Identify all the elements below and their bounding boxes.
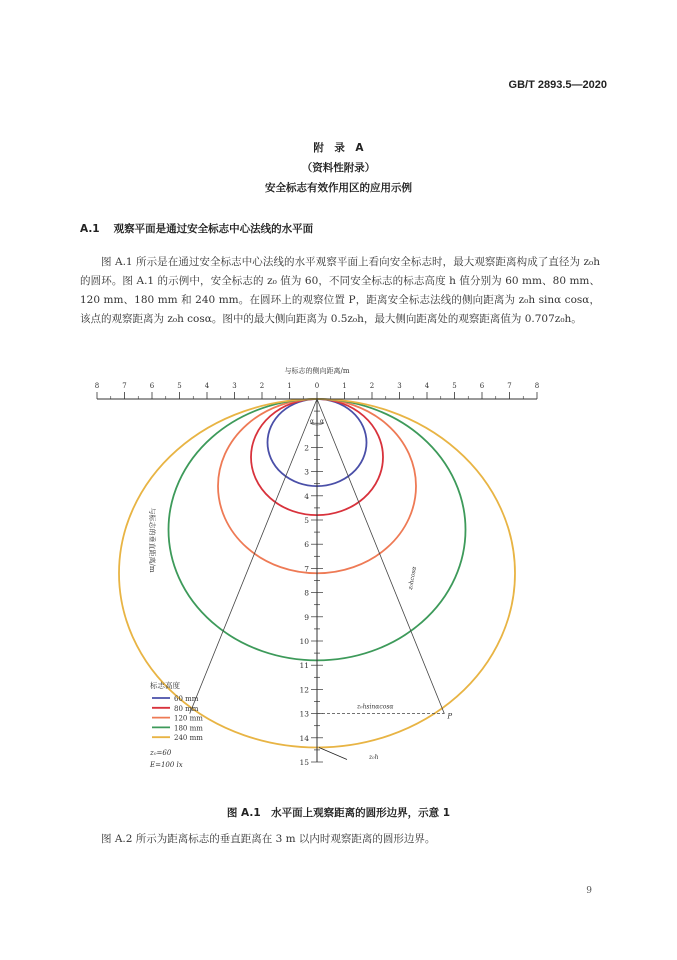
x-tick-label: 4 <box>204 382 210 390</box>
annex-name: 安全标志有效作用区的应用示例 <box>265 182 412 194</box>
sincos-label: z₀hsinαcosα <box>357 703 394 711</box>
y-tick-label: 7 <box>304 564 309 574</box>
legend-title: 标志高度 <box>150 681 180 690</box>
y-tick-label: 14 <box>299 733 309 743</box>
legend-label: 80 mm <box>174 704 199 713</box>
x-tick-label: 7 <box>122 382 127 390</box>
z0h-label: z₀h <box>369 754 379 761</box>
annex-type: （资料性附录） <box>301 162 376 174</box>
point-p-label: P <box>447 712 453 721</box>
y-tick-label: 13 <box>299 709 309 719</box>
x-axis-label: 与标志的侧向距离/m <box>284 367 350 375</box>
x-tick-label: 3 <box>232 382 237 390</box>
footer-paragraph: 图 A.2 所示为距离标志的垂直距离在 3 m 以内时观察距离的圆形边界。 <box>101 833 436 845</box>
y-tick-label: 2 <box>304 443 309 453</box>
x-tick-label: 7 <box>507 382 512 390</box>
y-tick-label: 6 <box>304 540 309 550</box>
x-tick-label: 8 <box>534 382 540 390</box>
z0h-pointer <box>319 747 347 759</box>
x-tick-label: 5 <box>452 382 457 390</box>
x-tick-label: 4 <box>424 382 430 390</box>
y-tick-label: 11 <box>299 661 309 671</box>
y-tick-label: 9 <box>304 612 309 622</box>
legend-label: 120 mm <box>174 714 203 723</box>
x-tick-label: 5 <box>177 382 182 390</box>
page-number: 9 <box>586 886 592 896</box>
x-tick-label: 1 <box>342 382 347 390</box>
x-tick-label: 3 <box>397 382 402 390</box>
figure-caption: 图 A.1 水平面上观察距离的圆形边界，示意 1 <box>226 807 451 819</box>
alpha-label-left: α <box>309 418 315 425</box>
y-tick-label: 5 <box>304 516 309 525</box>
x-tick-label: 6 <box>149 382 155 390</box>
y-axis-label: 与标志的垂直距离/m <box>148 507 156 573</box>
y-tick-label: 4 <box>304 491 309 501</box>
x-tick-label: 2 <box>259 382 265 390</box>
section-title: 观察平面是通过安全标志中心法线的水平面 <box>113 223 314 235</box>
y-tick-label: 3 <box>304 467 309 477</box>
y-tick-label: 15 <box>299 758 309 767</box>
figure-note: z₀=60 <box>150 749 172 757</box>
x-tick-label: 8 <box>94 382 100 390</box>
cos-label: z₀hcosα <box>407 565 419 591</box>
y-tick-label: 12 <box>299 685 309 695</box>
x-tick-label: 6 <box>479 382 485 390</box>
figure-note: E=100 lx <box>150 761 183 769</box>
x-tick-label: 0 <box>314 382 320 390</box>
x-tick-label: 2 <box>369 382 375 390</box>
body-paragraph: 图 A.1 所示是在通过安全标志中心法线的水平观察平面上看向安全标志时，最大观察距离构成了直径为 z₀h 的圆环。图 A.1 的示例中，安全标志的 z₀ 值为 60，不同安全标志的标志高度 h 值分别为 60 mm、80 mm、120 mm、180 mm 和 240 mm。在圆环上的观察位置 P，距离安全标志法线的侧向距离为 z₀h sinα cosα，该点的观察距离为 z₀h cosα。图中的最大侧向距离为 0.5z₀h，最大侧向距离处的观察距离值为 0.707z₀h。 <box>80 256 600 325</box>
legend-label: 180 mm <box>174 724 203 733</box>
y-tick-label: 10 <box>299 637 309 646</box>
legend-label: 60 mm <box>174 695 199 703</box>
standard-number: GB/T 2893.5—2020 <box>508 79 607 91</box>
sight-line-right <box>317 399 444 714</box>
section-number: A.1 <box>80 223 100 235</box>
x-tick-label: 1 <box>287 382 292 390</box>
y-tick-label: 8 <box>304 588 309 598</box>
alpha-label-right: α <box>319 418 325 425</box>
annex-title: 附 录 A <box>313 142 364 154</box>
sight-line-left <box>190 399 317 714</box>
legend-label: 240 mm <box>174 734 203 743</box>
